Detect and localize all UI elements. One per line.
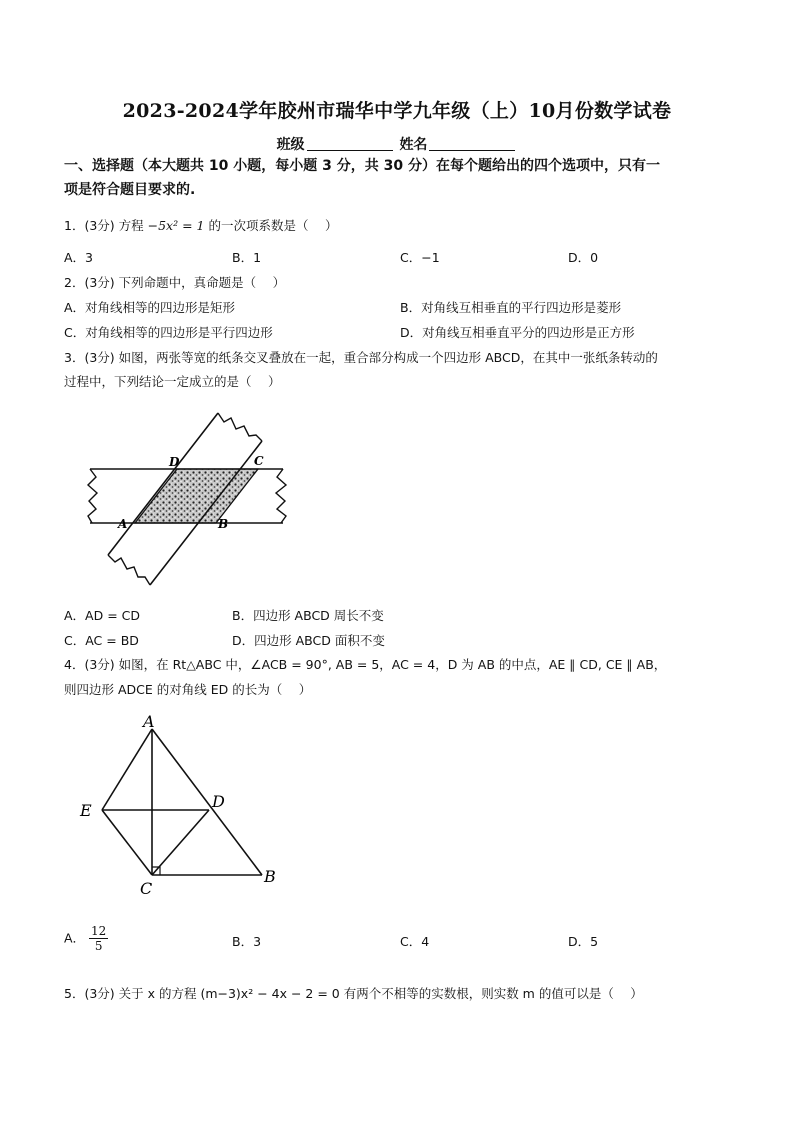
fraction-numerator: 12 bbox=[91, 924, 107, 938]
question-4-line1: 4．(3分) 如图，在 Rt△ABC 中，∠ACB = 90°, AB = 5，AC = 4，D 为 AB 的中点，AE ∥ CD, CE ∥ AB， bbox=[64, 657, 667, 672]
label-d: D bbox=[212, 792, 225, 811]
q1-equation: −5x² = 1 bbox=[147, 218, 205, 233]
q1-prefix: 1．(3分) 方程 bbox=[64, 218, 144, 233]
q1-option-a: A．3 bbox=[64, 250, 94, 265]
left-torn-edge bbox=[88, 469, 97, 523]
q2-option-c: C．对角线相等的四边形是平行四边形 bbox=[64, 325, 273, 340]
question-3-line2: 过程中，下列结论一定成立的是（ ） bbox=[64, 374, 281, 389]
q3-option-a: A．AD = CD bbox=[64, 608, 141, 623]
q4-option-a bbox=[64, 924, 108, 953]
segment-ae bbox=[102, 729, 152, 810]
segment-ec bbox=[102, 810, 152, 875]
bottom-torn-edge bbox=[108, 555, 150, 585]
q4-option-a-fraction bbox=[89, 924, 108, 953]
question-3-line1: 3．(3分) 如图，两张等宽的纸条交叉叠放在一起，重合部分构成一个四边形 ABCD，在其中一张纸条转动的 bbox=[64, 350, 658, 365]
q3-option-c: C．AC = BD bbox=[64, 633, 139, 648]
class-label: 班级 bbox=[276, 137, 305, 153]
label-b: B bbox=[218, 517, 229, 531]
label-a: A bbox=[118, 517, 128, 531]
right-torn-edge bbox=[276, 469, 286, 523]
label-e: E bbox=[80, 801, 92, 820]
label-d: D bbox=[169, 455, 180, 469]
name-label: 姓名 bbox=[399, 137, 428, 153]
label-a: A bbox=[143, 712, 155, 731]
q4-option-a-label: A． bbox=[64, 930, 86, 946]
q1-option-c: C．−1 bbox=[400, 250, 440, 265]
q1-option-b: B．1 bbox=[232, 250, 262, 265]
q4-option-d: D．5 bbox=[568, 934, 599, 949]
question-1 bbox=[64, 217, 337, 235]
segment-ab bbox=[152, 729, 262, 875]
question-4-line2: 则四边形 ADCE 的对角线 ED 的长为（ ） bbox=[64, 682, 312, 697]
question-2: 2．(3分) 下列命题中，真命题是（ ） bbox=[64, 275, 286, 290]
top-torn-edge bbox=[218, 413, 262, 441]
section-heading-line2: 项是符合题目要求的. bbox=[64, 182, 196, 198]
q1-option-d: D．0 bbox=[568, 250, 599, 265]
q4-figure-triangle bbox=[72, 712, 292, 902]
segment-dc bbox=[152, 810, 209, 875]
fraction-denominator: 5 bbox=[94, 939, 103, 953]
label-c: C bbox=[140, 879, 153, 898]
exam-title: 2023-2024学年胶州市瑞华中学九年级（上）10月份数学试卷 bbox=[122, 100, 672, 122]
q1-suffix: 的一次项系数是（ ） bbox=[208, 218, 338, 233]
q3-option-d: D．四边形 ABCD 面积不变 bbox=[232, 633, 385, 648]
q3-figure-paper-strips bbox=[78, 405, 300, 600]
q4-option-c: C．4 bbox=[400, 934, 430, 949]
question-5: 5．(3分) 关于 x 的方程 (m−3)x² − 4x − 2 = 0 有两个不相等的实数根，则实数 m 的值可以是（ ） bbox=[64, 986, 643, 1001]
name-blank bbox=[429, 136, 515, 151]
class-name-line bbox=[0, 134, 794, 154]
q4-option-b: B．3 bbox=[232, 934, 262, 949]
label-b: B bbox=[264, 867, 276, 886]
class-blank bbox=[307, 136, 393, 151]
section-heading bbox=[64, 154, 744, 202]
q3-option-b: B．四边形 ABCD 周长不变 bbox=[232, 608, 384, 623]
label-c: C bbox=[254, 454, 264, 468]
q2-option-d: D．对角线互相垂直平分的四边形是正方形 bbox=[400, 325, 635, 340]
q2-option-b: B．对角线互相垂直的平行四边形是菱形 bbox=[400, 300, 622, 315]
section-heading-line1: 一、选择题（本大题共 10 小题，每小题 3 分，共 30 分）在每个题给出的四个选项中，只有一 bbox=[64, 158, 660, 174]
q2-option-a: A．对角线相等的四边形是矩形 bbox=[64, 300, 236, 315]
